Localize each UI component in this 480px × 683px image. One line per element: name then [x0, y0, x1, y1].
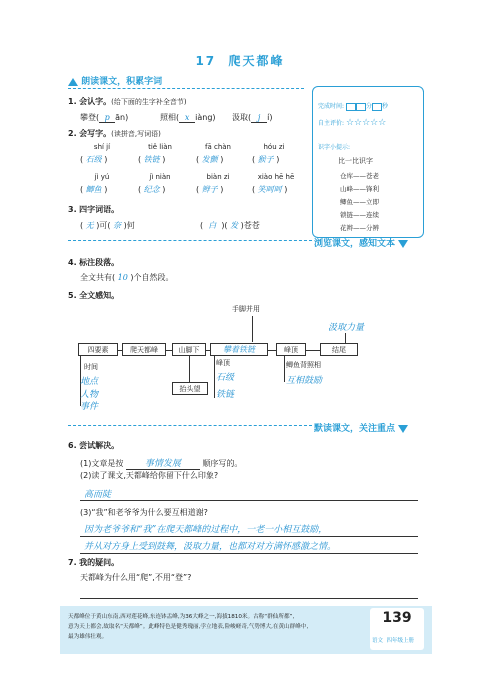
pinyin: shí jí: [93, 143, 111, 151]
section-banner-2: 浏览课文，感知文本: [314, 236, 408, 249]
q2-heading: 2. 会写字。(读拼音,写词语): [68, 129, 161, 138]
diagram-box: 结尾: [320, 343, 358, 356]
lesson-number: 17: [195, 54, 217, 68]
footer-text: 天都峰位于黄山东南,西对莲花峰,东连钵盂峰,为36大峰之一,海拔1810米。古称“群仙所都”, 意为天上都会,故取名“天都峰”。此峰特色是健秀瑰丽,孛立地表,险峻嵯奇,气势博大,在黄山群峰中, 最为雄伟壮观。: [68, 614, 309, 640]
triangle-up-icon: [68, 78, 78, 86]
q4-answer: 全文共有( 10 )个自然段。: [80, 273, 174, 282]
diagram-box: 山脚下: [172, 343, 206, 356]
diagram-box: 四要素: [78, 343, 118, 356]
node-label: 手脚并用: [232, 305, 260, 313]
tip-title: 识字小提示:: [318, 144, 351, 151]
q6-sub3: (3)“我”和老爷爷为什么要互相道谢?: [80, 508, 208, 517]
divider: [68, 88, 304, 89]
q3-answers-2: ( 白 )( 发 )苍苍: [200, 221, 260, 230]
compare-label: 比一比识字: [338, 157, 373, 165]
answer-text: 互相鼓励: [286, 376, 323, 386]
diagram-box: 攀着铁链: [210, 343, 268, 356]
pinyin: jì yú: [94, 173, 110, 181]
pinyin: xiào hē hē: [257, 173, 295, 181]
answer-text: x: [179, 113, 195, 123]
pinyin: biàn zi: [206, 173, 230, 181]
answer-text: 因为老爷爷和“我”在爬天都峰的过程中，一老一小相互鼓励，: [84, 525, 328, 535]
q3-heading: 3. 四字词语。: [68, 205, 120, 214]
answer-text: j: [251, 113, 267, 123]
q7-heading: 7. 我的疑问。: [68, 558, 120, 567]
node-label: 峰顶: [216, 359, 230, 367]
answer-text: 汲取力量: [328, 323, 365, 333]
diagram-box: 爬天都峰: [122, 343, 166, 356]
answer-text: 地点: [80, 377, 99, 387]
node-label: 时间: [84, 363, 98, 371]
node-label: 鲫鱼背照相: [286, 361, 321, 369]
q6-sub1: (1)文章是按 事情发展 顺序写的。: [80, 456, 242, 470]
lesson-title: 爬天都峰: [228, 54, 285, 68]
section-banner-1: 朗读课文，积累字词: [68, 74, 162, 87]
answer-text: 高而陡: [84, 490, 112, 500]
q1-heading: 1. 会认字。(给下面的生字补全音节): [68, 97, 187, 106]
answer-text: 人物: [80, 390, 99, 400]
q5-heading: 5. 全文感知。: [68, 291, 120, 300]
q6-heading: 6. 尝试解决。: [68, 441, 120, 450]
answer-text: 事件: [80, 402, 99, 412]
divider: [68, 425, 312, 426]
page-number: 139: [382, 610, 412, 626]
book-info: 语文 四年级上册: [372, 638, 415, 644]
self-evaluation: 自主评价: ☆☆☆☆☆: [318, 118, 387, 128]
pinyin: hóu zi: [263, 143, 285, 151]
diagram-box: 峰顶: [276, 343, 306, 356]
pinyin: jì niàn: [149, 173, 171, 181]
char-pairs: 仓库——苍老 山峰——锋利 鲫鱼——立即 锁链——连续 花辫——分辨: [340, 172, 379, 232]
diagram-box: 抬头望: [172, 382, 208, 395]
triangle-down-icon: [398, 425, 408, 433]
answer-text: 石级: [216, 373, 235, 383]
triangle-down-icon: [398, 240, 408, 248]
answer-text: p: [99, 113, 115, 123]
q7-text: 天都峰为什么用“爬”,不用“登”?: [80, 573, 192, 582]
q4-heading: 4. 标注段落。: [68, 258, 120, 267]
q6-sub2: (2)读了课文,天都峰给你留下什么印象?: [80, 471, 219, 480]
section-banner-3: 默读课文，关注重点: [314, 421, 408, 434]
star-icon[interactable]: ☆☆☆☆☆: [345, 118, 387, 128]
answer-text: 铁链: [216, 390, 235, 400]
q3-answers: ( 无 )可( 奈 )何: [80, 221, 135, 230]
completion-time: 完成时间: 分 秒: [318, 103, 388, 110]
pinyin: fā chàn: [205, 143, 231, 151]
answer-text: 并从对方身上受到鼓舞，汲取力量，也都对对方满怀感激之情。: [84, 542, 337, 552]
divider: [68, 240, 312, 241]
page-title: [0, 52, 480, 69]
pinyin: tiě liàn: [148, 143, 172, 151]
